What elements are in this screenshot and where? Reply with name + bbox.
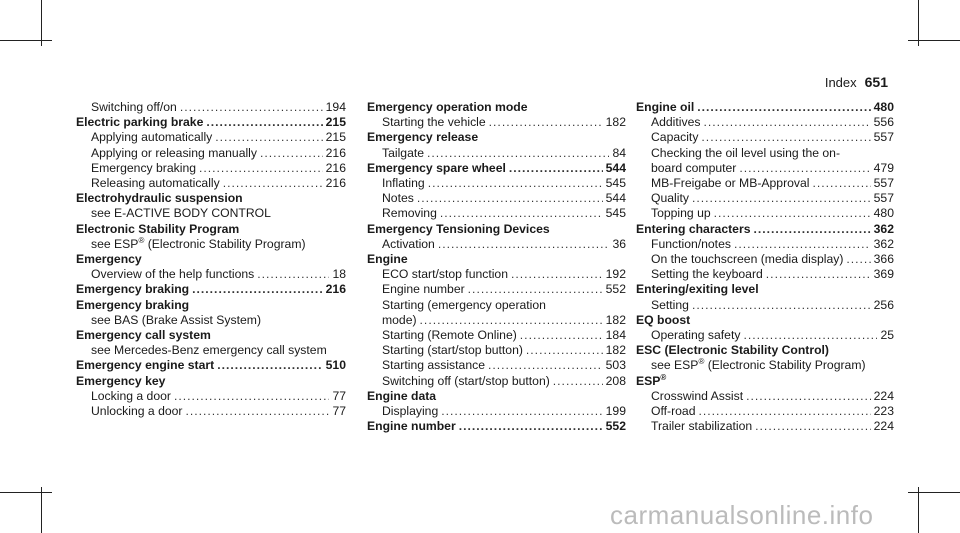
leader-dots [526, 343, 603, 358]
leader-dots [174, 389, 329, 404]
registered-mark: ® [660, 372, 667, 382]
leader-dots [755, 419, 871, 434]
index-heading[interactable] [636, 100, 894, 115]
index-heading [367, 389, 626, 404]
entry-text: Electrohydraulic suspension [76, 191, 243, 206]
entry-text: On the touchscreen (media display) [651, 252, 844, 267]
leader-dots [427, 146, 609, 161]
index-heading[interactable] [636, 222, 894, 237]
index-heading [76, 374, 346, 389]
index-subentry[interactable] [367, 206, 626, 221]
index-subentry[interactable] [76, 176, 346, 191]
leader-dots [698, 404, 870, 419]
index-subentry[interactable] [636, 237, 894, 252]
entry-text: Starting the vehicle [382, 115, 486, 130]
entry-text: Operating safety [651, 328, 741, 343]
index-subentry[interactable] [636, 404, 894, 419]
index-subentry[interactable] [76, 100, 346, 115]
page-ref[interactable]: 224 [873, 419, 894, 434]
see-reference[interactable]: see Mercedes-Benz emergency call system [91, 343, 327, 358]
leader-dots [441, 404, 602, 419]
page-ref[interactable]: 199 [605, 404, 626, 419]
index-subentry[interactable] [636, 252, 894, 267]
index-subentry[interactable] [76, 146, 346, 161]
registered-mark: ® [138, 235, 145, 245]
entry-text: EQ boost [636, 312, 691, 327]
page-ref[interactable]: 545 [605, 176, 626, 191]
index-column-2 [367, 100, 626, 434]
entry-text: Overview of the help functions [91, 267, 255, 282]
page-ref[interactable]: 216 [325, 176, 346, 191]
index-heading [636, 343, 894, 358]
entry-text: Unlocking a door [91, 404, 183, 419]
leader-dots [701, 130, 870, 145]
entry-text: Setting [651, 297, 689, 312]
leader-dots [192, 282, 323, 297]
entry-text: Notes [382, 191, 414, 206]
index-subentry[interactable] [367, 328, 626, 343]
leader-dots [753, 222, 870, 237]
index-subentry[interactable] [636, 419, 894, 434]
index-subentry[interactable] [636, 298, 894, 313]
entry-text: Emergency braking [76, 282, 190, 297]
page-ref[interactable]: 18 [332, 267, 346, 282]
entry-text: Emergency release [367, 130, 479, 145]
page-ref[interactable]: 224 [873, 388, 894, 403]
entry-text: MB-Freigabe or MB-Approval [651, 176, 810, 191]
leader-dots [223, 176, 323, 191]
index-subentry[interactable] [367, 404, 626, 419]
leader-dots [417, 191, 603, 206]
leader-dots [692, 191, 871, 206]
page-ref[interactable]: 369 [873, 267, 894, 282]
registered-mark: ® [698, 357, 705, 367]
entry-text: Switching off (start/stop button) [382, 373, 550, 388]
see-reference[interactable]: Starting (emergency operation [382, 297, 546, 312]
leader-dots [180, 100, 323, 115]
page-ref[interactable]: 362 [873, 221, 894, 236]
entry-text: Tailgate [382, 145, 425, 160]
entry-text: Starting assistance [382, 358, 485, 373]
entry-text: Additives [651, 115, 701, 130]
entry-text: ESC (Electronic Stability Control) [636, 343, 829, 358]
index-subentry[interactable] [76, 267, 346, 282]
leader-dots [697, 100, 870, 115]
entry-text: Starting (start/stop button) [382, 343, 523, 358]
entry-text: Engine [367, 252, 408, 267]
entry-text: Capacity [651, 130, 699, 145]
page-ref[interactable]: 77 [332, 404, 346, 419]
index-subentry[interactable] [636, 161, 894, 176]
page-ref[interactable]: 223 [873, 404, 894, 419]
entry-text: Quality [651, 191, 689, 206]
page-ref[interactable]: 557 [873, 191, 894, 206]
page-ref[interactable]: 208 [605, 373, 626, 388]
entry-text: ECO start/stop function [382, 267, 508, 282]
leader-dots [468, 282, 603, 297]
index-subentry[interactable] [636, 176, 894, 191]
index-column-1 [76, 100, 346, 419]
index-heading [367, 100, 626, 115]
page-ref[interactable]: 192 [605, 267, 626, 282]
entry-text: mode) [382, 312, 417, 327]
index-heading[interactable] [76, 358, 346, 373]
index-subentry[interactable] [636, 328, 894, 343]
leader-dots [703, 115, 870, 130]
leader-dots [553, 374, 603, 389]
leader-dots [199, 161, 323, 176]
index-heading [636, 374, 894, 389]
leader-dots [260, 146, 323, 161]
crop-mark [41, 487, 42, 533]
entry-text: Trailer stabilization [651, 419, 753, 434]
page-ref[interactable]: 510 [325, 358, 346, 373]
leader-dots [739, 161, 870, 176]
index-subentry[interactable] [76, 389, 346, 404]
see-reference[interactable]: see E-ACTIVE BODY CONTROL [91, 206, 271, 221]
entry-text: Releasing automatically [91, 176, 220, 191]
index-subentry[interactable] [367, 313, 626, 328]
index-heading[interactable] [76, 115, 346, 130]
page-number: 651 [864, 74, 888, 90]
index-subentry[interactable] [367, 343, 626, 358]
index-subentry[interactable] [367, 146, 626, 161]
entry-text: Engine data [367, 388, 437, 403]
index-heading [76, 252, 346, 267]
index-subentry[interactable] [367, 374, 626, 389]
leader-dots [743, 328, 877, 343]
entry-text: Applying automatically [91, 130, 213, 145]
index-subentry[interactable] [367, 282, 626, 297]
index-subentry[interactable] [367, 176, 626, 191]
leader-dots [509, 161, 603, 176]
index-column-3 [636, 100, 894, 434]
index-subentry[interactable] [636, 389, 894, 404]
entry-text: Displaying [382, 404, 439, 419]
page-ref[interactable]: 557 [873, 130, 894, 145]
leader-dots [206, 115, 322, 130]
index-subentry[interactable] [636, 206, 894, 221]
index-subentry[interactable] [636, 115, 894, 130]
entry-text: Emergency Tensioning Devices [367, 221, 550, 236]
index-subentry[interactable] [367, 267, 626, 282]
crop-mark [908, 40, 960, 41]
page-ref[interactable]: 182 [605, 312, 626, 327]
watermark: carmanualsonline.info [610, 500, 874, 530]
page-ref[interactable]: 544 [605, 160, 626, 175]
entry-text: Function/notes [651, 236, 731, 251]
index-heading [76, 191, 346, 206]
page-ref[interactable]: 545 [605, 206, 626, 221]
index-subentry[interactable] [76, 130, 346, 145]
page-ref[interactable]: 256 [873, 297, 894, 312]
page-ref[interactable]: 556 [873, 115, 894, 130]
leader-dots [714, 206, 871, 221]
entry-text: Activation [382, 236, 435, 251]
entry-text: Switching off/on [91, 100, 177, 114]
page-ref[interactable]: 480 [873, 100, 894, 114]
entry-text: Emergency braking [76, 297, 190, 312]
index-heading [76, 222, 346, 237]
index-subentry[interactable] [76, 161, 346, 176]
index-subentry[interactable] [636, 191, 894, 206]
index-subentry[interactable] [367, 191, 626, 206]
crop-mark [0, 492, 52, 493]
page-ref[interactable]: 182 [605, 343, 626, 358]
page-ref[interactable]: 544 [605, 191, 626, 206]
leader-dots [489, 115, 603, 130]
index-heading [636, 282, 894, 297]
entry-text: Emergency braking [91, 160, 196, 175]
leader-dots [746, 389, 871, 404]
page-ref[interactable]: 362 [873, 236, 894, 251]
index-subentry[interactable] [367, 115, 626, 130]
page-ref[interactable]: 479 [873, 160, 894, 175]
crop-mark [908, 492, 960, 493]
leader-dots [257, 267, 329, 282]
entry-text: Emergency key [76, 373, 166, 388]
index-subentry[interactable] [636, 130, 894, 145]
entry-text: Inflating [382, 176, 425, 191]
entry-text: Emergency [76, 252, 142, 267]
see-reference[interactable]: see ESP® (Electronic Stability Program) [91, 235, 306, 251]
index-subentry[interactable] [636, 267, 894, 282]
entry-text: Crosswind Assist [651, 388, 744, 403]
page-ref[interactable]: 215 [325, 130, 346, 145]
page-ref[interactable]: 480 [873, 206, 894, 221]
entry-text: Topping up [651, 206, 711, 221]
index-subentry[interactable] [367, 358, 626, 373]
index-heading[interactable] [367, 161, 626, 176]
page-ref[interactable]: 503 [605, 358, 626, 373]
leader-dots [215, 130, 322, 145]
page-ref[interactable]: 557 [873, 176, 894, 191]
page-ref[interactable]: 194 [325, 100, 346, 114]
entry-text: Electronic Stability Program [76, 221, 240, 236]
see-reference[interactable]: see ESP® (Electronic Stability Program) [651, 357, 866, 373]
leader-dots [520, 328, 603, 343]
leader-dots [488, 358, 603, 373]
page-header [825, 74, 888, 90]
leader-dots [438, 237, 610, 252]
leader-dots [428, 176, 603, 191]
page-ref[interactable]: 366 [873, 252, 894, 267]
entry-text: ESP® [636, 372, 667, 388]
see-reference[interactable]: see BAS (Brake Assist System) [91, 312, 261, 327]
page-ref[interactable]: 216 [325, 145, 346, 160]
entry-text: Setting the keyboard [651, 267, 763, 282]
leader-dots [692, 298, 871, 313]
page-ref[interactable]: 77 [332, 388, 346, 403]
entry-text: Emergency operation mode [367, 100, 528, 114]
entry-text: Engine number [367, 419, 456, 434]
index-heading [367, 130, 626, 145]
page-ref[interactable]: 84 [612, 145, 626, 160]
leader-dots [459, 419, 603, 434]
entry-text: Electric parking brake [76, 115, 204, 130]
entry-text: board computer [651, 160, 737, 175]
index-heading [76, 328, 346, 343]
page-ref[interactable]: 216 [325, 282, 346, 297]
index-heading [636, 313, 894, 328]
entry-text: Off-road [651, 404, 696, 419]
index-subentry[interactable] [367, 237, 626, 252]
section-label: Index [824, 75, 857, 90]
leader-dots [511, 267, 603, 282]
entry-text: Emergency engine start [76, 358, 215, 373]
leader-dots [766, 267, 871, 282]
leader-dots [813, 176, 871, 191]
entry-text: Emergency call system [76, 328, 211, 343]
leader-dots [185, 404, 329, 419]
index-heading [367, 222, 626, 237]
index-heading [367, 252, 626, 267]
crop-mark [0, 40, 52, 41]
entry-text: Starting (Remote Online) [382, 328, 517, 343]
entry-text: Entering/exiting level [636, 282, 759, 297]
see-reference[interactable]: Checking the oil level using the on- [651, 145, 841, 160]
entry-text: Entering characters [636, 221, 751, 236]
crop-mark [918, 487, 919, 533]
page-ref[interactable]: 182 [605, 115, 626, 130]
index-subentry[interactable] [76, 404, 346, 419]
page-ref[interactable]: 36 [612, 236, 626, 251]
leader-dots [217, 358, 322, 373]
entry-text: Applying or releasing manually [91, 145, 257, 160]
page-ref[interactable]: 216 [325, 160, 346, 175]
entry-text: Emergency spare wheel [367, 160, 506, 175]
leader-dots [846, 252, 870, 267]
index-heading[interactable] [367, 419, 626, 434]
leader-dots [440, 206, 603, 221]
index-heading [76, 298, 346, 313]
leader-dots [734, 237, 871, 252]
entry-text: Engine oil [636, 100, 695, 114]
entry-text: Removing [382, 206, 437, 221]
entry-text: Locking a door [91, 388, 171, 403]
page-ref[interactable]: 184 [605, 328, 626, 343]
page-ref[interactable]: 215 [325, 115, 346, 130]
index-heading[interactable] [76, 282, 346, 297]
leader-dots [420, 313, 603, 328]
page-ref[interactable]: 552 [605, 419, 626, 434]
page-ref[interactable]: 552 [605, 282, 626, 297]
page-ref[interactable]: 25 [880, 328, 894, 343]
entry-text: Engine number [382, 282, 465, 297]
